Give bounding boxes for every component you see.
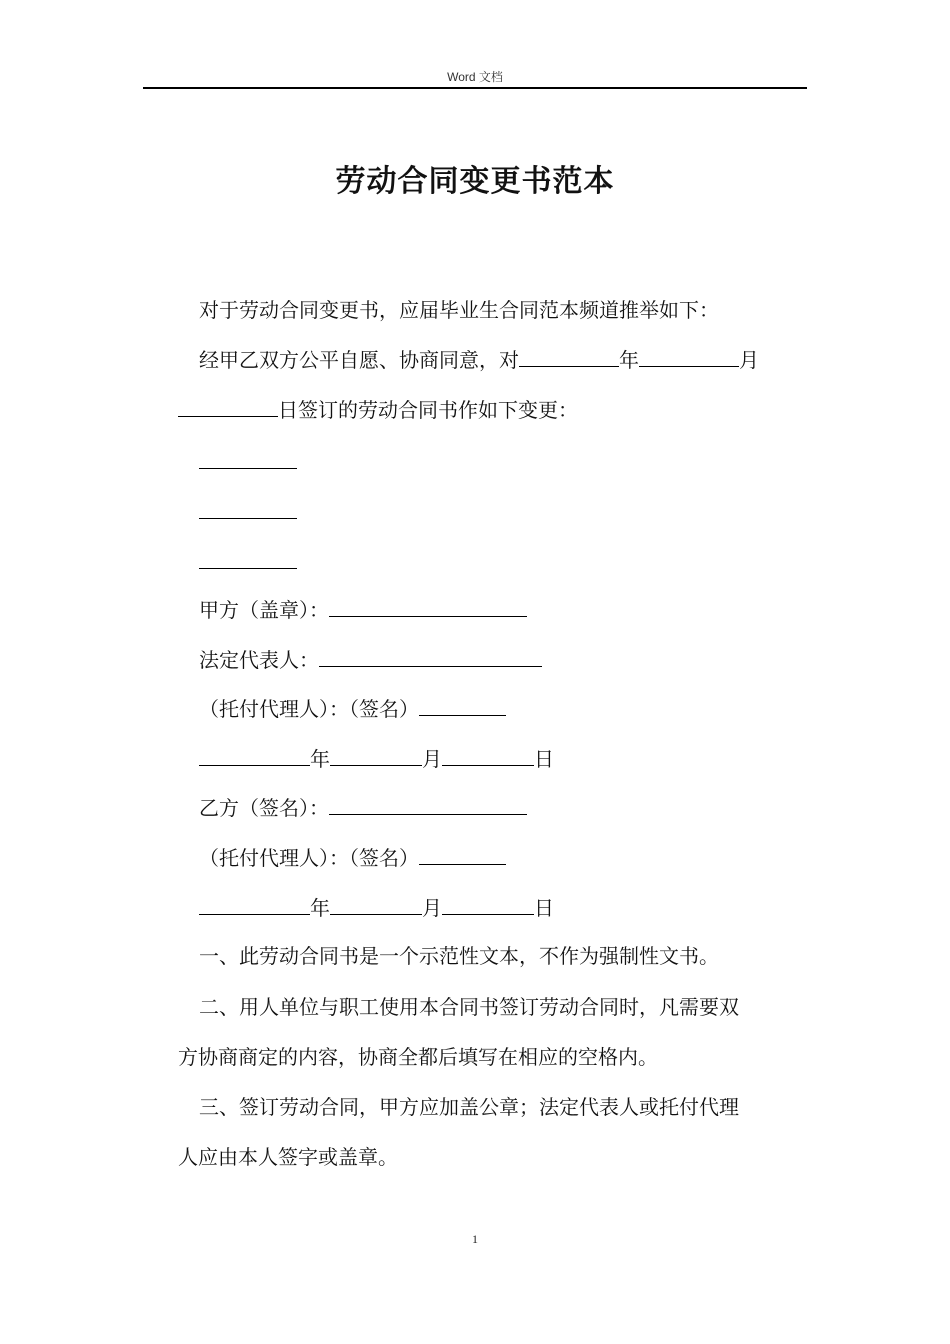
note-3-text-2: 人应由本人签字或盖章。 xyxy=(178,1145,398,1169)
note-3-text-1: 三、签订劳动合同，甲方应加盖公章；法定代表人或托付代理 xyxy=(199,1095,739,1119)
party-b-day-blank[interactable] xyxy=(442,893,534,915)
note-2-line-1 xyxy=(199,993,739,1021)
party-b-sign-line xyxy=(199,793,527,822)
party-b-sign-label: 乙方（签名）： xyxy=(199,796,329,820)
party-a-seal-label: 甲方（盖章）： xyxy=(199,598,329,622)
party-a-day-label: 日 xyxy=(534,747,554,771)
party-b-month-label: 月 xyxy=(422,896,442,920)
party-b-agent-line xyxy=(199,843,506,872)
party-a-day-blank[interactable] xyxy=(442,744,534,766)
page-number: 1 xyxy=(472,1232,478,1246)
party-a-rep-line xyxy=(199,645,542,674)
agreement-month-label: 月 xyxy=(739,348,759,372)
agreement-line-2 xyxy=(178,395,578,424)
day-blank[interactable] xyxy=(178,395,278,417)
intro-text: 对于劳动合同变更书，应届毕业生合同范本频道推举如下： xyxy=(199,298,719,322)
party-a-agent-label: （托付代理人）：（签名） xyxy=(199,697,419,721)
page-header: Word 文档 xyxy=(447,70,503,84)
party-b-agent-label: （托付代理人）：（签名） xyxy=(199,846,419,870)
note-1 xyxy=(199,942,719,970)
party-b-agent-blank[interactable] xyxy=(419,843,506,865)
header-divider xyxy=(143,87,807,89)
party-b-year-blank[interactable] xyxy=(199,893,310,915)
change-blank-2[interactable] xyxy=(199,497,297,519)
party-b-day-label: 日 xyxy=(534,896,554,920)
change-item-1 xyxy=(199,447,297,476)
note-3-line-2 xyxy=(178,1143,398,1171)
agreement-line-1 xyxy=(199,345,759,374)
party-a-agent-blank[interactable] xyxy=(419,694,506,716)
party-b-date-line xyxy=(199,893,554,922)
party-a-month-label: 月 xyxy=(422,747,442,771)
party-a-rep-label: 法定代表人： xyxy=(199,648,319,672)
change-blank-1[interactable] xyxy=(199,447,297,469)
party-a-seal-blank[interactable] xyxy=(329,595,527,617)
note-2-text-1: 二、用人单位与职工使用本合同书签订劳动合同时，凡需要双 xyxy=(199,995,739,1019)
party-b-sign-blank[interactable] xyxy=(329,793,527,815)
month-blank[interactable] xyxy=(639,345,739,367)
party-a-date-line xyxy=(199,744,554,773)
note-3-line-1 xyxy=(199,1093,739,1121)
agreement-sign-text: 日签订的劳动合同书作如下变更： xyxy=(278,398,578,422)
intro-paragraph xyxy=(199,296,719,324)
agreement-prefix: 经甲乙双方公平自愿、协商同意，对 xyxy=(199,348,519,372)
change-item-2 xyxy=(199,497,297,526)
party-b-year-label: 年 xyxy=(310,896,330,920)
party-a-rep-blank[interactable] xyxy=(319,645,542,667)
party-b-month-blank[interactable] xyxy=(330,893,422,915)
party-a-seal-line xyxy=(199,595,527,624)
agreement-year-label: 年 xyxy=(619,348,639,372)
note-1-text: 一、此劳动合同书是一个示范性文本，不作为强制性文书。 xyxy=(199,944,719,968)
party-a-year-label: 年 xyxy=(310,747,330,771)
change-blank-3[interactable] xyxy=(199,547,297,569)
note-2-text-2: 方协商商定的内容，协商全都后填写在相应的空格内。 xyxy=(178,1045,658,1069)
year-blank[interactable] xyxy=(519,345,619,367)
party-a-year-blank[interactable] xyxy=(199,744,310,766)
document-title: 劳动合同变更书范本 xyxy=(335,164,615,199)
party-a-agent-line xyxy=(199,694,506,723)
note-2-line-2 xyxy=(178,1043,658,1071)
change-item-3 xyxy=(199,547,297,576)
party-a-month-blank[interactable] xyxy=(330,744,422,766)
